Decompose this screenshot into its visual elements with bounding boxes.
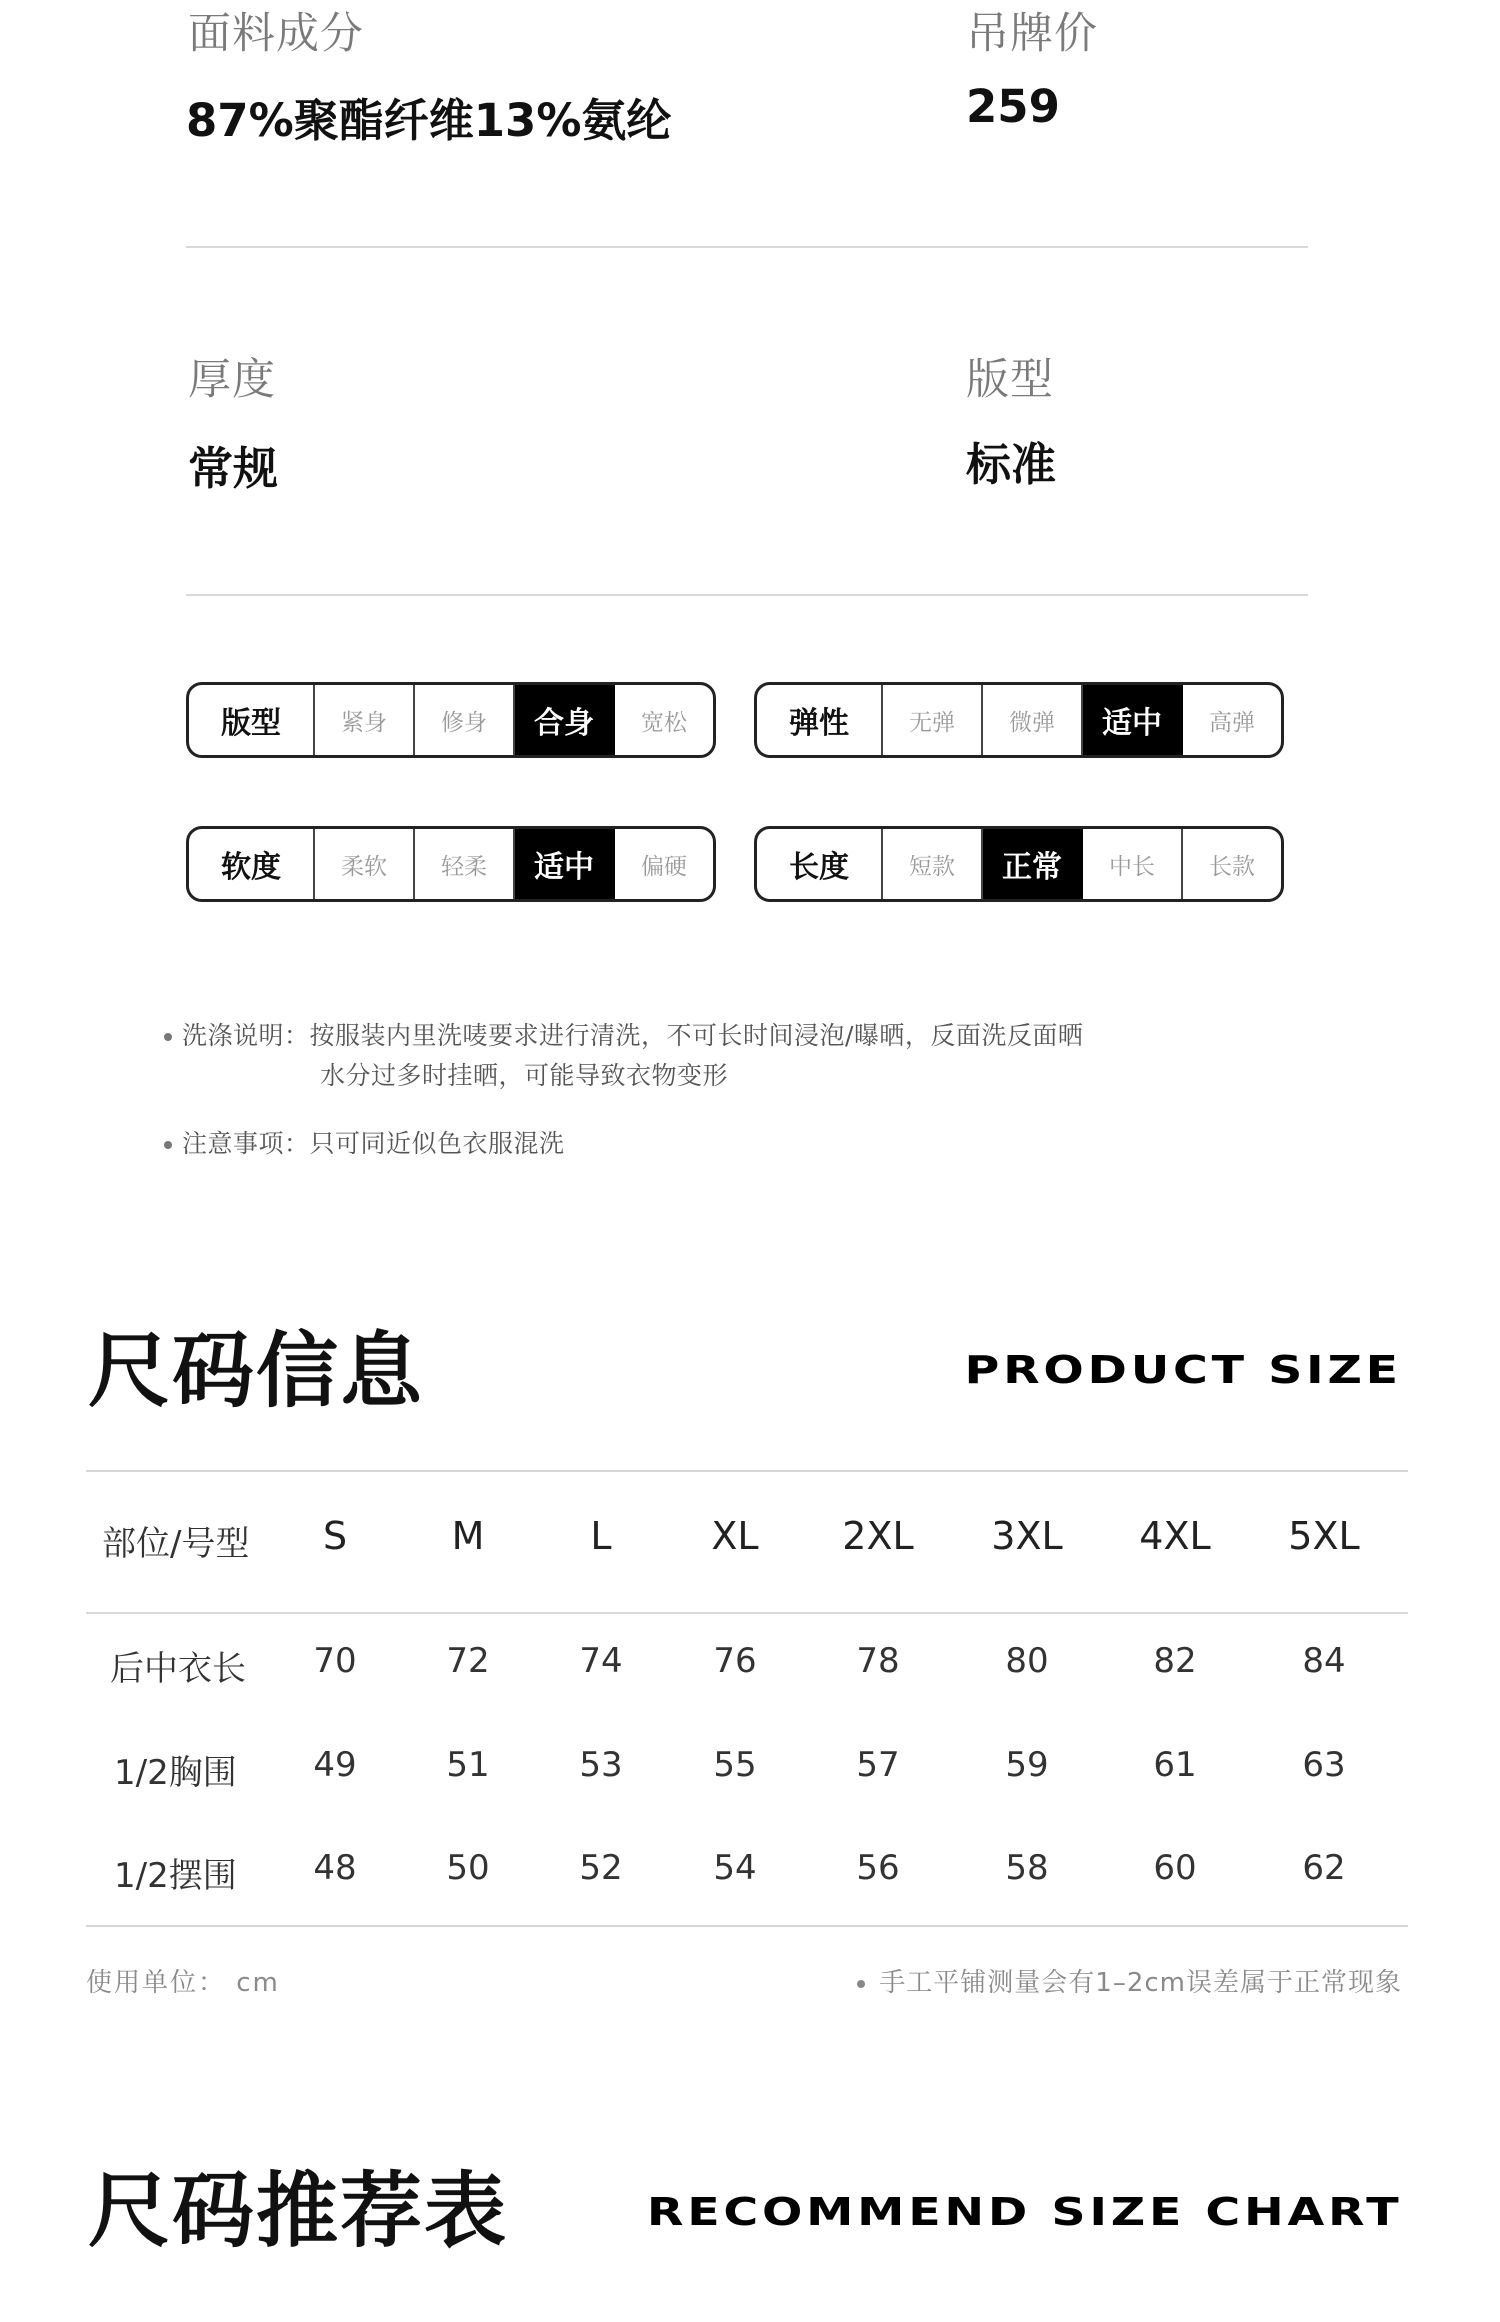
size-column-header: 3XL	[991, 1514, 1063, 1558]
table-cell: 48	[313, 1848, 357, 1888]
care-notice	[164, 1124, 565, 1160]
table-cell: 62	[1302, 1848, 1346, 1888]
recommend-section-title: 尺码推荐表	[88, 2164, 509, 2259]
attribute-option-selected: 合身	[515, 685, 615, 755]
notice-text: 注意事项：只可同近似色衣服混洗	[182, 1129, 565, 1158]
wash-instructions	[164, 1016, 1083, 1052]
attribute-option: 中长	[1083, 829, 1183, 899]
table-cell: 53	[579, 1745, 623, 1785]
table-top-rule	[86, 1470, 1408, 1472]
bullet-icon	[164, 1141, 172, 1149]
table-cell: 60	[1153, 1848, 1197, 1888]
attribute-pill	[754, 826, 1284, 902]
row-label: 1/2摆围	[114, 1856, 237, 1896]
table-header-rule	[86, 1612, 1408, 1614]
table-cell: 57	[856, 1745, 900, 1785]
table-cell: 61	[1153, 1745, 1197, 1785]
table-cell: 54	[713, 1848, 757, 1888]
divider	[186, 246, 1308, 248]
table-cell: 52	[579, 1848, 623, 1888]
attribute-option: 微弹	[983, 685, 1083, 755]
wash-line-1: 洗涤说明：按服装内里洗唛要求进行清洗，不可长时间浸泡/曝晒，反面洗反面晒	[182, 1021, 1084, 1050]
table-cell: 63	[1302, 1745, 1346, 1785]
attribute-title: 软度	[189, 829, 315, 899]
table-cell: 56	[856, 1848, 900, 1888]
table-cell: 55	[713, 1745, 757, 1785]
size-column-header: M	[451, 1514, 485, 1558]
table-cell: 80	[1005, 1641, 1049, 1681]
table-cell: 58	[1005, 1848, 1049, 1888]
measurement-note-text: 手工平铺测量会有1–2cm误差属于正常现象	[879, 1968, 1402, 1998]
thickness-label: 厚度	[188, 355, 276, 405]
table-cell: 51	[446, 1745, 490, 1785]
size-column-header: 4XL	[1139, 1514, 1211, 1558]
attribute-option: 柔软	[315, 829, 415, 899]
attribute-option: 宽松	[641, 709, 687, 736]
size-column-header: 5XL	[1288, 1514, 1360, 1558]
attribute-title: 长度	[757, 829, 883, 899]
measurement-note	[857, 1962, 1402, 1999]
size-section-title: 尺码信息	[88, 1324, 425, 1419]
recommend-section-subtitle: RECOMMEND SIZE CHART	[646, 2190, 1402, 2234]
fit-label: 版型	[966, 355, 1054, 405]
fabric-label: 面料成分	[188, 9, 364, 59]
row-label: 1/2胸围	[114, 1753, 237, 1793]
size-column-header: 2XL	[842, 1514, 914, 1558]
size-column-header: XL	[711, 1514, 759, 1558]
attribute-option-selected: 正常	[983, 829, 1083, 899]
table-bottom-rule	[86, 1925, 1408, 1927]
size-section-subtitle: PRODUCT SIZE	[964, 1348, 1402, 1392]
table-cell: 78	[856, 1641, 900, 1681]
attribute-option: 短款	[883, 829, 983, 899]
attribute-pill	[754, 682, 1284, 758]
table-cell: 74	[579, 1641, 623, 1681]
price-value: 259	[966, 80, 1060, 133]
thickness-value: 常规	[188, 442, 279, 495]
table-cell: 70	[313, 1641, 357, 1681]
table-cell: 84	[1302, 1641, 1346, 1681]
table-cell: 76	[713, 1641, 757, 1681]
attribute-option: 无弹	[883, 685, 983, 755]
row-label: 后中衣长	[110, 1649, 246, 1689]
attribute-option: 偏硬	[641, 853, 687, 880]
size-column-header: S	[322, 1514, 348, 1558]
attribute-pill	[186, 826, 716, 902]
attribute-option: 紧身	[315, 685, 415, 755]
attribute-option: 修身	[415, 685, 515, 755]
table-cell: 72	[446, 1641, 490, 1681]
table-cell: 59	[1005, 1745, 1049, 1785]
fabric-value: 87%聚酯纤维13%氨纶	[186, 94, 672, 147]
attribute-option-selected: 适中	[515, 829, 615, 899]
wash-line-2: 水分过多时挂晒，可能导致衣物变形	[320, 1061, 729, 1090]
attribute-option: 轻柔	[415, 829, 515, 899]
fit-value: 标准	[966, 438, 1057, 491]
attribute-option: 高弹	[1209, 709, 1255, 736]
unit-note: 使用单位： cm	[86, 1968, 280, 1998]
attribute-pill	[186, 682, 716, 758]
bullet-icon	[164, 1033, 172, 1041]
attribute-option-selected: 适中	[1083, 685, 1183, 755]
bullet-icon	[857, 1980, 865, 1988]
divider	[186, 594, 1308, 596]
table-cell: 49	[313, 1745, 357, 1785]
table-header-label: 部位/号型	[102, 1524, 250, 1564]
size-column-header: L	[590, 1514, 612, 1558]
attribute-title: 弹性	[757, 685, 883, 755]
attribute-title: 版型	[189, 685, 315, 755]
table-cell: 82	[1153, 1641, 1197, 1681]
table-cell: 50	[446, 1848, 490, 1888]
price-label: 吊牌价	[966, 9, 1098, 59]
attribute-option: 长款	[1209, 853, 1255, 880]
